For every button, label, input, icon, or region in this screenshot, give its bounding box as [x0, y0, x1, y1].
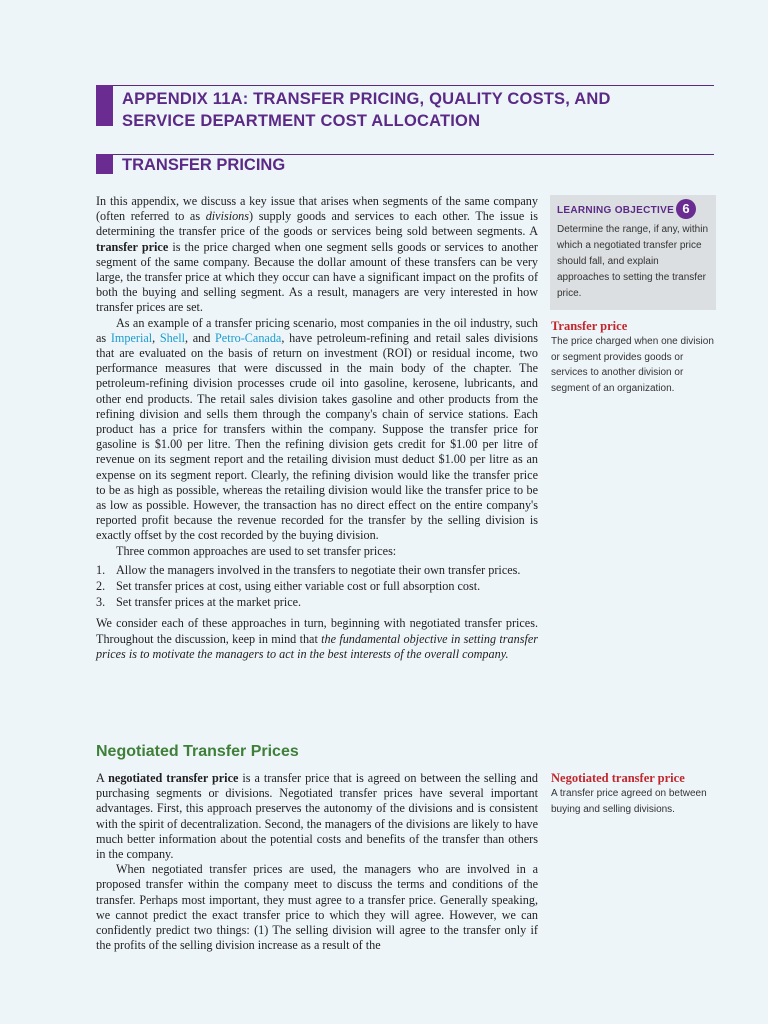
list-item: 3. Set transfer prices at the market price. — [96, 595, 302, 610]
top-rule — [96, 85, 714, 86]
learning-objective-text: Determine the range, if any, within which a negotiated transfer price should fall, and explain approaches to setting the transfer price. — [557, 224, 709, 299]
section-bar — [96, 154, 113, 174]
learning-objective-box — [550, 195, 716, 310]
link-imperial[interactable]: Imperial — [110, 330, 153, 345]
approaches-list — [96, 563, 538, 611]
learning-objective-number: 6 — [676, 199, 696, 219]
list-item: 2. Set transfer prices at cost, using either variable cost or full absorption cost. — [96, 579, 481, 594]
link-shell[interactable]: Shell — [159, 330, 185, 345]
glossary-term: Transfer price — [551, 319, 628, 333]
section-title: TRANSFER PRICING — [122, 156, 286, 174]
paragraph-approach-discussion: We consider each of these approaches in turn, beginning with negotiated transfer prices. Throughout the discussion, keep in mind that the fundamental objective in setting transfer prices is to motivate the managers to act in the best interests of the overall company. — [96, 616, 538, 661]
glossary-definition: A transfer price agreed on between buying and selling divisions. — [551, 788, 707, 815]
main-text — [96, 194, 538, 662]
learning-objective-label: LEARNING OBJECTIVE — [557, 205, 675, 216]
paragraph-negotiated-def: A negotiated transfer price is a transfer price that is agreed on between the selling and purchasing segments or divisions. Negotiated transfer prices have several important advantages. First, this approach preserves the autonomy of the divisions and is consistent with the spirit of decentralization. Second, the managers of the divisions are likely to have much better information about the potential costs and benefits of the transfer than others in the company. — [96, 771, 538, 862]
paragraph-example: As an example of a transfer pricing scenario, most companies in the oil industry, such as Imperial, Shell, and Petro-Canada, have petroleum-refining and retail sales divisions that are evaluated on the basis of return on investment (ROI) or residual income, two performance measures that were discussed in the main body of the chapter. The petroleum-refining division processes crude oil into gasoline, kerosene, lubricants, and other end products. The retail sales division takes gasoline and other products from the refining division and sells them through the company's chain of service stations. Each product has a price for transfers within the company. Suppose the transfer price for gasoline is $1.00 per litre. Then the refining division gets credit for $1.00 per litre of revenue on its segment report and the retailing division must deduct $1.00 per litre as an expense on its segment report. Clearly, the refining division would like the transfer price to be as high as possible, whereas the retailing division would like the transfer price to be as low as possible. However, the transaction has no direct effect on the entire company's reported profit because the revenue recorded for the transfer by the selling division is exactly offset by the cost recorded by the buying division. — [96, 315, 538, 543]
main-text-2 — [96, 771, 538, 953]
glossary-definition: The price charged when one division or segment provides goods or services to another division or segment of an organization. — [551, 336, 714, 394]
link-petro-canada[interactable]: Petro-Canada — [215, 330, 282, 345]
paragraph-approaches-intro: Three common approaches are used to set transfer prices: — [116, 543, 397, 558]
subheading-negotiated: Negotiated Transfer Prices — [96, 743, 299, 760]
section-rule — [96, 154, 714, 155]
glossary-term: Negotiated transfer price — [551, 771, 685, 785]
list-item: 1. Allow the managers involved in the transfers to negotiate their own transfer prices. — [96, 562, 521, 577]
appendix-bar — [96, 85, 113, 126]
appendix-title: APPENDIX 11A: TRANSFER PRICING, QUALITY COSTS, AND SERVICE DEPARTMENT COST ALLOCATION — [122, 90, 611, 130]
paragraph-negotiated-process: When negotiated transfer prices are used, the managers who are involved in a proposed transfer within the company meet to discuss the terms and conditions of the transfer. Perhaps most important, they must agree to a transfer price. Generally speaking, we cannot predict the exact transfer price to which they will agree. However, we can confidently predict two things: (1) The selling division will agree to the transfer only if the profits of the selling division increase as a result of the — [96, 862, 538, 953]
paragraph-intro: In this appendix, we discuss a key issue that arises when segments of the same company (often referred to as divisions) supply goods and services to each other. The issue is determining the transfer price of the goods or services being sold between segments. A transfer price is the price charged when one segment sells goods or services to another segment of the same company. Because the dollar amount of these transfers can be very large, the transfer price at which they occur can have a significant impact on the profits of both the buying and selling segment. As a result, managers are very interested in how transfer prices are set. — [96, 194, 538, 315]
